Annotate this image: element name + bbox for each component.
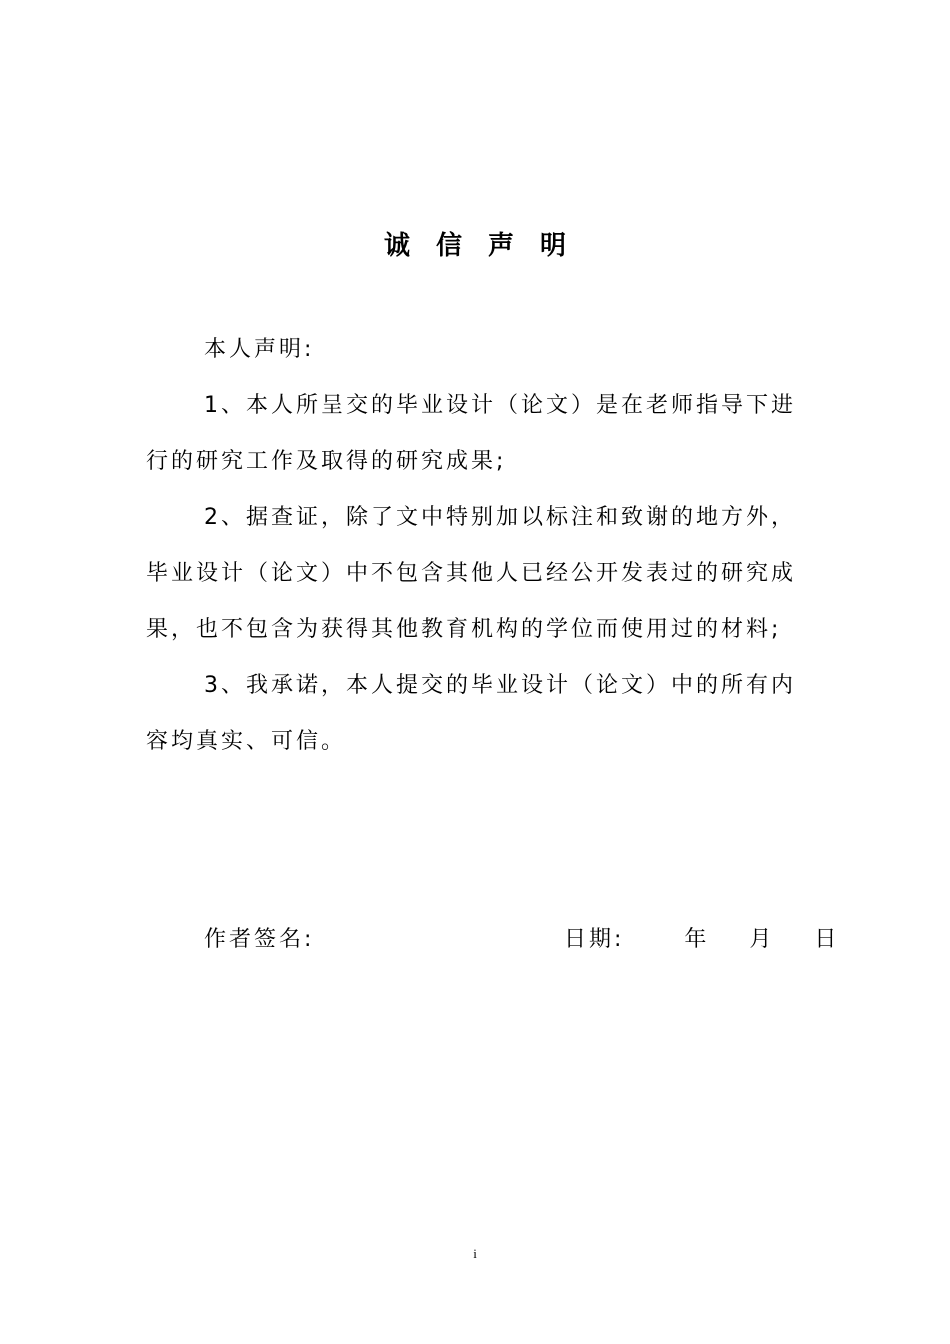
year-label: 年 bbox=[684, 927, 710, 952]
clause-3: 3、我承诺，本人提交的毕业设计（论文）中的所有内容均真实、可信。 bbox=[146, 673, 796, 754]
date-label: 日期: bbox=[564, 927, 625, 952]
day-label: 日 bbox=[814, 927, 840, 952]
page-number: i bbox=[473, 1246, 477, 1261]
clause-1: 1、本人所呈交的毕业设计（论文）是在老师指导下进行的研究工作及取得的研究成果; bbox=[146, 393, 796, 474]
signature-field bbox=[204, 912, 314, 968]
signature-label: 作者签名: bbox=[204, 927, 315, 952]
month-label: 月 bbox=[749, 927, 775, 952]
declaration-intro: 本人声明: bbox=[204, 337, 315, 362]
clause-2: 2、据查证，除了文中特别加以标注和致谢的地方外，毕业设计（论文）中不包含其他人已经公开发表过的研究成果，也不包含为获得其他教育机构的学位而使用过的材料; bbox=[146, 505, 797, 642]
page-title: 诚信声明 bbox=[383, 231, 592, 261]
date-field bbox=[564, 912, 839, 968]
